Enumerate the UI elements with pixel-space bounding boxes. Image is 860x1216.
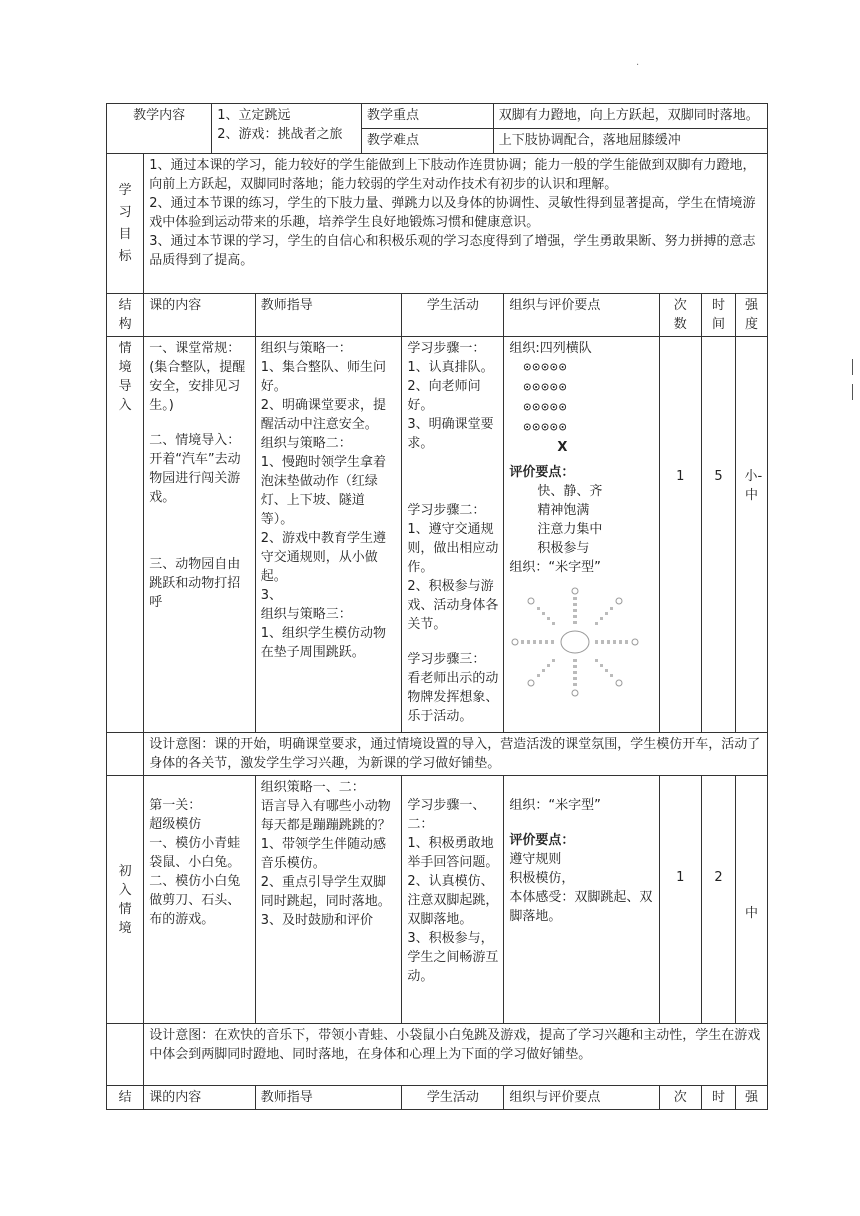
s2-org-4: 积极模仿，	[509, 871, 575, 886]
s2-teacher-1: 组织策略一、二：	[260, 780, 365, 795]
formation-grid	[509, 358, 653, 438]
s2-student-2: 1、积极勇敢地举手回答问题。	[407, 836, 499, 870]
s2-content-3: 一、模仿小青蛙袋鼠、小白兔。	[149, 836, 241, 870]
objective-2: 2、通过本节课的练习，学生的下肢力量、弹跳力以及身体的协调性、灵敏性得到显著提高，学生在情境游戏中体验到运动带来的乐趣，培养学生良好地锻炼习惯和健康意识。	[149, 196, 756, 230]
focus-text: 双脚有力蹬地，向上方跃起，双脚同时落地。	[493, 104, 767, 129]
s1-student-4: 3、明确课堂要求。	[407, 417, 494, 451]
s1-structure	[107, 337, 144, 733]
page-dot: ·	[636, 60, 640, 71]
col-intensity-text: 强度	[745, 298, 759, 332]
s2-content-1: 第一关：	[149, 798, 202, 813]
s2-content-4: 二、模仿小白兔做剪刀、石头、布的游戏。	[149, 874, 241, 927]
s1-content-3: 二、情境导入：开着“汽车”去动物园进行闯关游戏。	[149, 433, 241, 505]
s1-eval-3: 注意力集中	[537, 522, 603, 537]
col-count-text: 次数	[673, 298, 687, 332]
s2-design-note: 设计意图：在欢快的音乐下，带领小青蛙、小袋鼠小白兔跳及游戏，提高了学习兴趣和主动性，学生在游戏中体会到两脚同时蹬地、同时落地，在身体和心理上为下面的学习做好铺垫。	[144, 1024, 768, 1086]
s1-teacher	[255, 337, 402, 733]
objectives-body	[144, 154, 768, 294]
formation-row-1: ⊙⊙⊙⊙⊙	[523, 360, 568, 375]
s2-content-2: 超级模仿	[149, 817, 202, 832]
footer-student: 学生活动	[402, 1086, 504, 1110]
footer-structure: 结	[107, 1086, 144, 1110]
s2-content	[144, 776, 256, 1024]
col-time	[702, 294, 736, 337]
col-organization: 组织与评价要点	[504, 294, 659, 337]
s2-student	[402, 776, 504, 1024]
s1-student-5: 学习步骤二：	[407, 503, 486, 518]
s2-student-1: 学习步骤一、二：	[407, 798, 486, 832]
s1-formation2-label: 组织：“米字型”	[509, 560, 601, 575]
objectives-label	[107, 154, 144, 294]
s1-teacher-8: 组织与策略三：	[260, 607, 352, 622]
footer-count: 次	[659, 1086, 702, 1110]
s1-teacher-3: 2、明确课堂要求，提醒活动中注意安全。	[260, 398, 387, 432]
s1-student-2: 1、认真排队。	[407, 360, 494, 375]
teacher-position-mark: X	[557, 440, 568, 455]
s1-eval-4: 积极参与	[537, 541, 590, 556]
s1-teacher-9: 1、组织学生模仿动物在垫子周围跳跃。	[260, 626, 387, 660]
col-teacher: 教师指导	[255, 294, 402, 337]
s2-structure	[107, 776, 144, 1024]
col-student: 学生活动	[402, 294, 504, 337]
s1-student-3: 2、向老师问好。	[407, 379, 481, 413]
s1-student-9: 看老师出示的动物牌发挥想象、乐于活动。	[407, 671, 499, 724]
col-structure-text: 结构	[118, 298, 132, 332]
s1-structure-text: 情境导入	[118, 341, 132, 413]
s1-content-4: 三、动物园自由跳跃和动物打招呼	[149, 557, 241, 610]
s1-content	[144, 337, 256, 733]
s1-teacher-6: 2、游戏中教育学生遵守交通规则，从小做起。	[260, 531, 387, 584]
s2-teacher-3: 1、带领学生伴随动感音乐模仿。	[260, 837, 387, 871]
objective-1: 1、通过本课的学习，能力较好的学生能做到上下肢动作连贯协调；能力一般的学生能做到双脚有力蹬地，向前上方跃起，双脚同时落地；能力较弱的学生对动作技术有初步的认识和理解。	[149, 158, 756, 192]
s2-teacher-2: 语言导入有哪些小动物每天都是蹦蹦跳跳的？	[260, 799, 391, 833]
content-item-1: 1、立定跳远	[217, 108, 291, 123]
s1-content-1: 一、课堂常规：	[149, 341, 241, 356]
footer-intensity: 强	[736, 1086, 768, 1110]
s1-design-note: 设计意图：课的开始，明确课堂要求，通过情境设置的导入，营造活泼的课堂氛围，学生模仿开车，活动了身体的各关节，激发学生学习兴趣，为新课的学习做好铺垫。	[144, 733, 768, 776]
mizi-formation-diagram	[509, 585, 641, 699]
s1-teacher-2: 1、集合整队、师生问好。	[260, 360, 387, 394]
s1-student-8: 学习步骤三：	[407, 652, 486, 667]
margin-marks	[852, 359, 854, 409]
s1-student-1: 学习步骤一：	[407, 341, 486, 356]
s2-org-2: 评价要点：	[509, 833, 575, 848]
s1-count: 1	[659, 337, 702, 733]
s1-teacher-1: 组织与策略一：	[260, 341, 352, 356]
s2-org-3: 遵守规则	[509, 852, 562, 867]
s1-organization	[504, 337, 659, 733]
s1-time: 5	[702, 337, 736, 733]
formation-row-4: ⊙⊙⊙⊙⊙	[523, 420, 568, 435]
s2-structure-text: 初入情境	[118, 863, 132, 936]
s1-teacher-4: 组织与策略二：	[260, 436, 352, 451]
s1-eval-1: 快、静、齐	[537, 484, 603, 499]
col-count	[659, 294, 702, 337]
s2-student-4: 3、积极参与，学生之间畅游互动。	[407, 931, 499, 984]
col-structure	[107, 294, 144, 337]
s2-teacher-4: 2、重点引导学生双脚同时跳起，同时落地。	[260, 875, 391, 909]
s2-organization	[504, 776, 659, 1024]
s1-intensity-text: 小-中	[744, 469, 763, 503]
s1-student	[402, 337, 504, 733]
formation-row-3: ⊙⊙⊙⊙⊙	[523, 400, 568, 415]
content-label: 教学内容	[107, 104, 212, 154]
s1-teacher-5: 1、慢跑时领学生拿着泡沫垫做动作（红绿灯、上下坡、隧道等）。	[260, 455, 387, 527]
s1-formation-label: 组织:四列横队	[509, 341, 592, 356]
content-item-2: 2、游戏：挑战者之旅	[217, 127, 343, 142]
focus-label: 教学重点	[362, 104, 494, 129]
s1-student-6: 1、遵守交通规则，做出相应动作。	[407, 522, 499, 575]
s2-note-blank	[107, 1024, 144, 1086]
s1-intensity	[736, 337, 768, 733]
s2-org-1: 组织：“米字型”	[509, 798, 601, 813]
s2-intensity: 中	[736, 776, 768, 1024]
s2-org-5: 本体感受：双脚跳起、双脚落地。	[509, 890, 653, 924]
s1-note-blank	[107, 733, 144, 776]
s2-count: 1	[659, 776, 702, 1024]
formation-row-2: ⊙⊙⊙⊙⊙	[523, 380, 568, 395]
col-intensity	[736, 294, 768, 337]
s1-student-7: 2、积极参与游戏、活动身体各关节。	[407, 579, 499, 632]
s1-teacher-7: 3、	[260, 588, 283, 603]
s1-content-2: (集合整队，提醒安全，安排见习生。)	[149, 360, 246, 413]
s2-teacher-5: 3、及时鼓励和评价	[260, 913, 374, 928]
col-content: 课的内容	[144, 294, 256, 337]
footer-teacher: 教师指导	[255, 1086, 402, 1110]
s2-student-3: 2、认真模仿、注意双脚起跳，双脚落地。	[407, 874, 499, 927]
objectives-label-text: 学习目标	[118, 182, 132, 264]
difficulty-text: 上下肢协调配合，落地屈膝缓冲	[493, 129, 767, 154]
col-time-text: 时间	[712, 298, 726, 332]
lesson-plan-table	[106, 103, 768, 1110]
footer-content: 课的内容	[144, 1086, 256, 1110]
s1-eval-2: 精神饱满	[537, 503, 590, 518]
footer-organization: 组织与评价要点	[504, 1086, 659, 1110]
s2-time: 2	[702, 776, 736, 1024]
objective-3: 3、通过本节课的学习，学生的自信心和积极乐观的学习态度得到了增强，学生勇敢果断、努力拼搏的意志品质得到了提高。	[149, 234, 756, 268]
s2-teacher	[255, 776, 402, 1024]
footer-time: 时	[702, 1086, 736, 1110]
s1-eval-title: 评价要点：	[509, 465, 575, 480]
content-items	[212, 104, 362, 154]
difficulty-label: 教学难点	[362, 129, 494, 154]
